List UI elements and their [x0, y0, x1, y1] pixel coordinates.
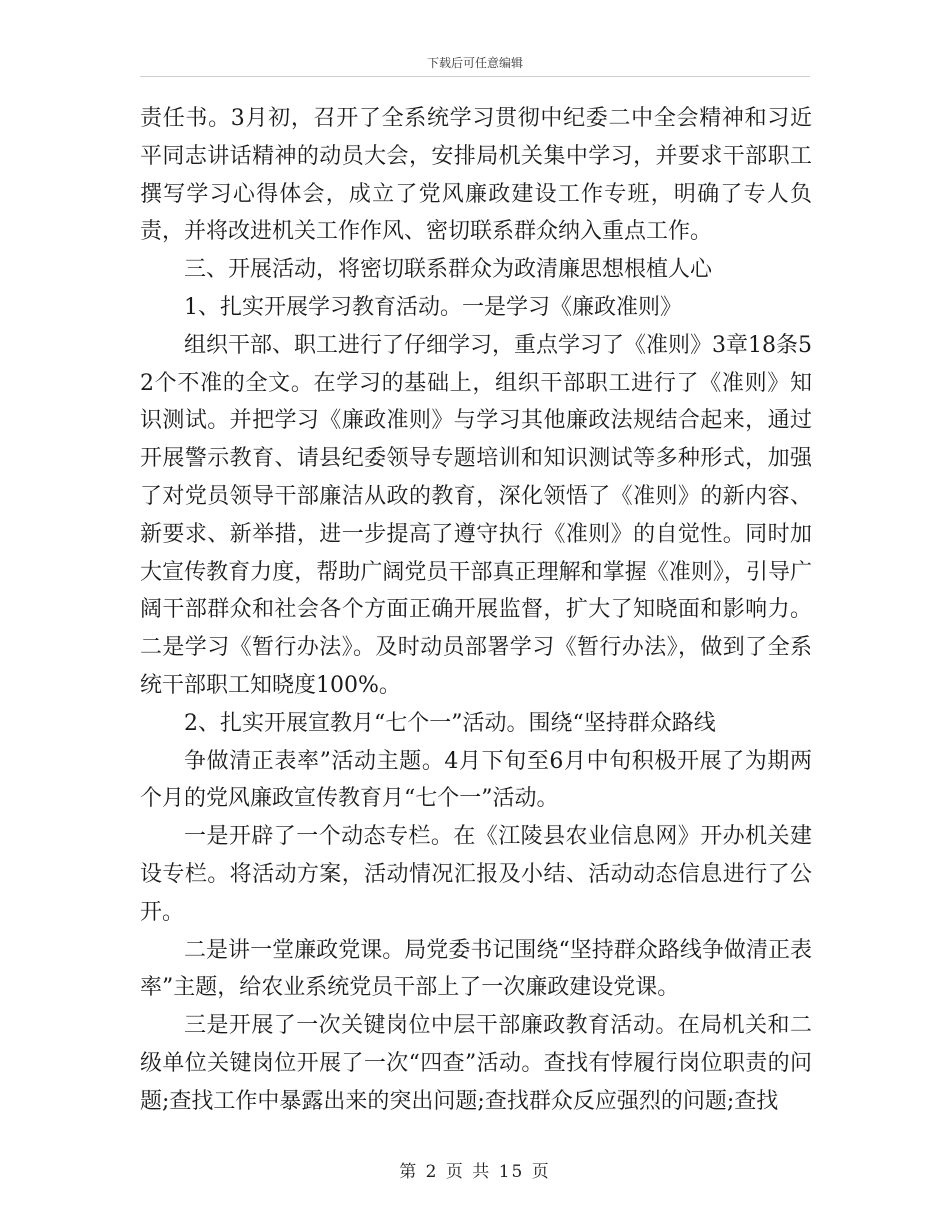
- header-divider: [140, 76, 810, 77]
- paragraph-dynamic-column: 一是开辟了一个动态专栏。在《江陵县农业信息网》开办机关建设专栏。将活动方案，活动情况汇报及小结、活动动态信息进行了公开。: [140, 824, 812, 925]
- paragraph-key-positions: 三是开展了一次关键岗位中层干部廉政教育活动。在局机关和二级单位关键岗位开展了一次“四查”活动。查找有悖履行岗位职责的问题;查找工作中暴露出来的突出问题;查找群众反应强烈的问题;查找: [140, 1013, 812, 1114]
- document-body: [140, 100, 812, 1121]
- paragraph-study-details: 组织干部、职工进行了仔细学习，重点学习了《准则》3章18条52个不准的全文。在学习的基础上，组织干部职工进行了《准则》知识测试。并把学习《廉政准则》与学习其他廉政法规结合起来，通过开展警示教育、请县纪委领导专题培训和知识测试等多种形式，加强了对党员领导干部廉洁从政的教育，深化领悟了《准则》的新内容、新要求、新举措，进一步提高了遵守执行《准则》的自觉性。同时加大宣传教育力度，帮助广阔党员干部真正理解和掌握《准则》，引导广阔干部群众和社会各个方面正确开展监督，扩大了知晓面和影响力。二是学习《暂行办法》。及时动员部署学习《暂行办法》，做到了全系统干部职工知晓度100%。: [140, 332, 812, 698]
- paragraph-activity-theme: 争做清正表率”活动主题。4月下旬至6月中旬积极开展了为期两个月的党风廉政宣传教育月“七个一”活动。: [140, 748, 812, 812]
- page-footer: 第 2 页 共 15 页: [399, 1162, 551, 1182]
- paragraph-continuation: 责任书。3月初，召开了全系统学习贯彻中纪委二中全会精神和习近平同志讲话精神的动员大会，安排局机关集中学习，并要求干部职工撰写学习心得体会，成立了党风廉政建设工作专班，明确了专人负责，并将改进机关工作作风、密切联系群众纳入重点工作。: [140, 106, 812, 245]
- subheading-propaganda-month: 2、扎实开展宣教月“七个一”活动。围绕“坚持群众路线: [184, 710, 716, 736]
- paragraph-party-lecture: 二是讲一堂廉政党课。局党委书记围绕“坚持群众路线争做清正表率”主题，给农业系统党员干部上了一次廉政建设党课。: [140, 937, 812, 1001]
- subheading-study-education: 1、扎实开展学习教育活动。一是学习《廉政准则》: [184, 294, 682, 320]
- section-heading-activities: 三、开展活动，将密切联系群众为政清廉思想根植人心: [184, 257, 713, 283]
- page-header: 下载后可任意编辑: [426, 56, 523, 70]
